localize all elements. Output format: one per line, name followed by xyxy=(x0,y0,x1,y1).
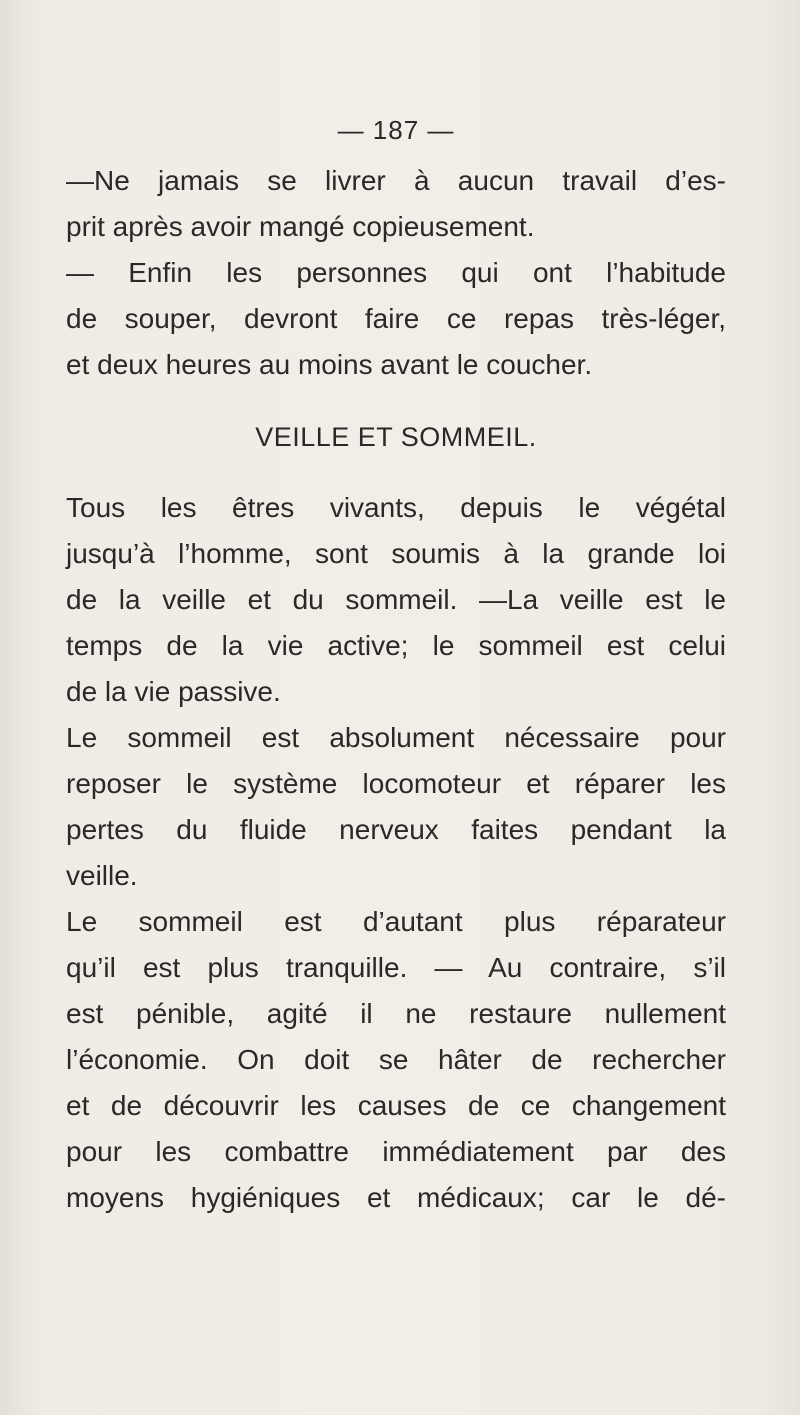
text-line: de la vie passive. xyxy=(66,676,281,707)
text-line: Le sommeil est absolument nécessaire pour xyxy=(66,722,726,753)
text-line: qu’il est plus tranquille. — Au contraire, s’il xyxy=(66,952,726,983)
text-line: de souper, devront faire ce repas très-léger, xyxy=(66,303,726,334)
text-line: Tous les êtres vivants, depuis le végétal xyxy=(66,492,726,523)
text-line: Le sommeil est d’autant plus réparateur xyxy=(66,906,726,937)
text-line: pour les combattre immédiatement par des xyxy=(66,1136,726,1167)
text-line: jusqu’à l’homme, sont soumis à la grande loi xyxy=(66,538,726,569)
text-line: moyens hygiéniques et médicaux; car le dé- xyxy=(66,1182,726,1213)
text-line: — Enfin les personnes qui ont l’habitude xyxy=(66,257,726,288)
text-line: —Ne jamais se livrer à aucun travail d’es- xyxy=(66,165,726,196)
text-line: l’économie. On doit se hâter de rechercher xyxy=(66,1044,726,1075)
text-line: et deux heures au moins avant le coucher. xyxy=(66,349,593,380)
text-line: prit après avoir mangé copieusement. xyxy=(66,211,535,242)
text-line: est pénible, agité il ne restaure nullement xyxy=(66,998,726,1029)
text-line: pertes du fluide nerveux faites pendant la xyxy=(66,814,726,845)
text-line: et de découvrir les causes de ce changement xyxy=(66,1090,726,1121)
text-line: reposer le système locomoteur et réparer les xyxy=(66,768,726,799)
text-line: de la veille et du sommeil. —La veille est le xyxy=(66,584,726,615)
section-heading: VEILLE ET SOMMEIL. xyxy=(255,422,537,452)
text-line: temps de la vie active; le sommeil est celui xyxy=(66,630,726,661)
page-number: — 187 — xyxy=(337,115,455,145)
text-line: veille. xyxy=(66,860,138,891)
